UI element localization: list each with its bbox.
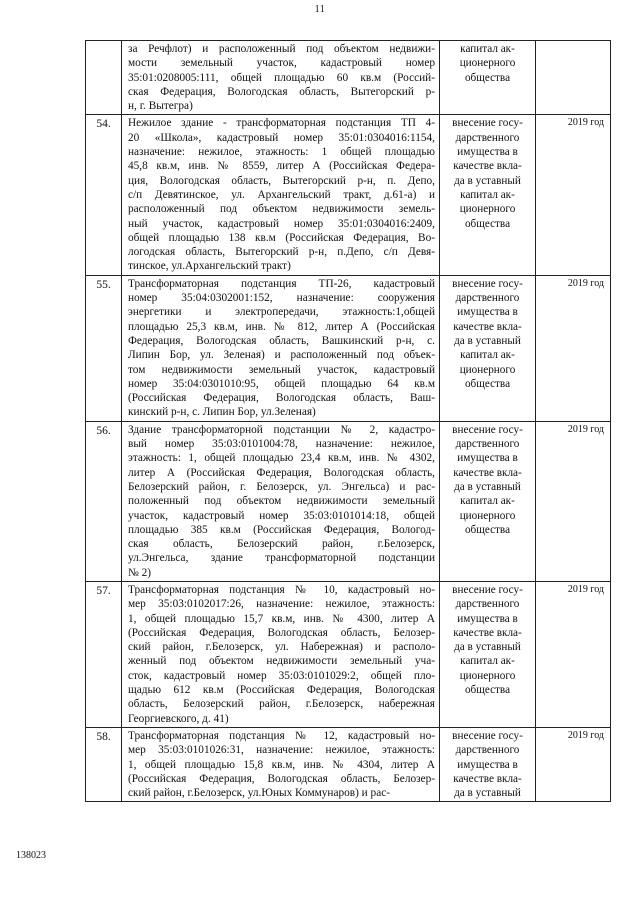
description-line: с/п Девятинское, ул. Архангельский тракт, д.61-а) и <box>128 188 435 201</box>
method-line: общества <box>464 684 511 697</box>
description-line: 1, общей площадью 15,8 кв.м, инв. № 4304, литер А <box>128 758 435 771</box>
privatization-year: 2019 год <box>536 421 611 581</box>
description-line: Трансформаторная подстанция № 12, кадастровый но- <box>128 729 435 742</box>
method-line: внесение госу- <box>452 277 523 290</box>
method-line: внесение госу- <box>452 729 523 742</box>
method-line: ционерного <box>459 363 516 376</box>
description-line: участок, кадастровый номер 35:03:0101014:18, общей <box>128 509 435 522</box>
description-line: ская Федерация, Вологодская область, Вытегорский р- <box>128 85 435 98</box>
method-line: дарственного <box>455 292 520 305</box>
privatization-year: 2019 год <box>536 115 611 275</box>
description-line: ская область, Белозерский район, г.Белозерск, <box>128 538 435 551</box>
description-line: этажность: 1, общей площадью 23,4 кв.м, инв. № 4302, <box>128 452 435 465</box>
method-line: дарственного <box>455 438 520 451</box>
privatization-method <box>440 421 536 581</box>
description-line: площадью 25,3 кв.м, инв. № 812, литер А (Российская <box>128 320 435 333</box>
method-line: общества <box>464 377 511 390</box>
method-line: да в уставный <box>454 787 521 800</box>
property-description <box>122 115 440 275</box>
method-line: общества <box>464 523 511 536</box>
method-line: имущества в <box>457 452 518 465</box>
description-line: область, Белозерский район, г.Белозерск, набережная <box>128 698 435 711</box>
row-number: 58. <box>86 727 122 801</box>
table-row <box>86 115 611 275</box>
description-line: общей площадью 138 кв.м (Российская Федерация, Во- <box>128 231 435 244</box>
method-line: капитал ак- <box>460 188 515 201</box>
description-line: ский район, г.Белозерск, ул. Набережная) и располо- <box>128 641 435 654</box>
description-line: женный под объектом недвижимости земельный уча- <box>128 655 435 668</box>
method-line: ционерного <box>459 669 516 682</box>
method-line: да в уставный <box>454 480 521 493</box>
method-line: общества <box>464 71 511 84</box>
privatization-method <box>440 581 536 727</box>
description-line: (Российская Федерация, Вологодская область, Белозер- <box>128 772 435 785</box>
table-row <box>86 421 611 581</box>
description-line: Федерация, Вологодская область, Вашкинский р-н, с. <box>128 334 435 347</box>
description-line: щадью 612 кв.м (Российская Федерация, Вологодская <box>128 684 435 697</box>
row-number: 54. <box>86 115 122 275</box>
description-line: ный участок, кадастровый номер 35:01:0304016:2409, <box>128 217 435 230</box>
method-line: качестве вкла- <box>453 160 522 173</box>
description-line: Георгиевского, д. 41) <box>128 712 229 725</box>
method-line: имущества в <box>457 306 518 319</box>
method-line: качестве вкла- <box>453 626 522 639</box>
description-line: логодская область, Вытегорский р-н, п.Депо, с/п Девя- <box>128 246 435 259</box>
description-line: Трансформаторная подстанция ТП-26, кадастровый <box>128 277 435 290</box>
method-line: дарственного <box>455 131 520 144</box>
method-line: ционерного <box>459 203 516 216</box>
description-line: н, г. Вытегра) <box>128 100 193 113</box>
description-line: назначение: нежилое, этажность: 1 общей площадью <box>128 146 435 159</box>
method-line: имущества в <box>457 612 518 625</box>
description-line: 20 «Школа», кадастровый номер 35:01:0304016:1154, <box>128 131 435 144</box>
description-line: номер 35:04:0301010:95, общей площадью 64 кв.м <box>128 377 435 390</box>
description-line: кинский р-н, с. Липин Бор, ул.Зеленая) <box>128 406 316 419</box>
description-line: мости земельный участок, кадастровый номер <box>128 57 435 70</box>
method-line: качестве вкла- <box>453 320 522 333</box>
description-line: 45,8 кв.м, инв. № 8559, литер А (Российская Федера- <box>128 160 435 173</box>
method-line: да в уставный <box>454 641 521 654</box>
description-line: за Речфлот) и расположенный под объектом недвижи- <box>128 43 435 55</box>
method-line: капитал ак- <box>460 43 515 55</box>
method-line: имущества в <box>457 758 518 771</box>
privatization-year: 2019 год <box>536 581 611 727</box>
description-line: (Российская Федерация, Вологодская область, Ваш- <box>128 392 435 405</box>
property-description <box>122 275 440 421</box>
description-line: положенный под объектом недвижимости земельный <box>128 495 435 508</box>
description-line: ул.Энгельса, здание трансформаторной подстанции <box>128 552 435 565</box>
method-line: ционерного <box>459 509 516 522</box>
method-line: внесение госу- <box>452 583 523 596</box>
description-line: (Российская Федерация, Вологодская область, Белозер- <box>128 626 435 639</box>
description-line: том недвижимости земельный участок, кадастровый <box>128 363 435 376</box>
description-line: номер 35:04:0302001:152, назначение: сооружения <box>128 292 435 305</box>
method-line: качестве вкла- <box>453 772 522 785</box>
description-line: энергетики и электропередачи, этажность:1,общей <box>128 306 435 319</box>
property-description <box>122 41 440 115</box>
description-line: Здание трансформаторной подстанции № 2, кадастро- <box>128 423 435 436</box>
method-line: имущества в <box>457 146 518 159</box>
privatization-year: 2019 год <box>536 275 611 421</box>
footer-document-code: 138023 <box>16 850 46 861</box>
row-number <box>86 41 122 115</box>
table-row <box>86 41 611 115</box>
method-line: дарственного <box>455 744 520 757</box>
description-line: мер 35:03:0102017:26, назначение: нежилое, этажность: <box>128 598 435 611</box>
description-line: Белозерский район, г. Белозерск, ул. Энгельса) и рас- <box>128 480 435 493</box>
description-line: ский район, г.Белозерск, ул.Юных Коммунаров) и рас- <box>128 787 390 800</box>
page-number: 11 <box>314 4 326 15</box>
description-line: расположенный под объектом недвижимости земель- <box>128 203 435 216</box>
description-line: вый номер 35:03:0101004:78, назначение: нежилое, <box>128 438 435 451</box>
privatization-year <box>536 41 611 115</box>
privatization-year: 2019 год <box>536 727 611 801</box>
description-line: тинское, ул.Архангельский тракт) <box>128 260 291 273</box>
method-line: общества <box>464 217 511 230</box>
row-number: 55. <box>86 275 122 421</box>
privatization-method <box>440 275 536 421</box>
method-line: да в уставный <box>454 174 521 187</box>
row-number: 56. <box>86 421 122 581</box>
method-line: качестве вкла- <box>453 466 522 479</box>
description-line: ция, Вологодская область, Вытегорский р-н, п. Депо, <box>128 174 435 187</box>
privatization-method <box>440 115 536 275</box>
table-row <box>86 275 611 421</box>
row-number: 57. <box>86 581 122 727</box>
privatization-method <box>440 727 536 801</box>
method-line: да в уставный <box>454 334 521 347</box>
property-description <box>122 421 440 581</box>
property-description <box>122 727 440 801</box>
method-line: внесение госу- <box>452 423 523 436</box>
property-table <box>85 40 611 802</box>
method-line: капитал ак- <box>460 349 515 362</box>
description-line: Нежилое здание - трансформаторная подстанция ТП 4- <box>128 117 435 130</box>
method-line: дарственного <box>455 598 520 611</box>
description-line: сток, кадастровый номер 35:03:0101029:2, общей пло- <box>128 669 435 682</box>
privatization-method <box>440 41 536 115</box>
description-line: площадью 385 кв.м (Российская Федерация, Вологод- <box>128 523 435 536</box>
method-line: внесение госу- <box>452 117 523 130</box>
property-description <box>122 581 440 727</box>
table-row <box>86 581 611 727</box>
method-line: ционерного <box>459 57 516 70</box>
method-line: капитал ак- <box>460 655 515 668</box>
description-line: Липин Бор, ул. Зеленая) и расположенный под объек- <box>128 349 435 362</box>
description-line: 35:01:0208005:111, общей площадью 60 кв.м (Россий- <box>128 71 435 84</box>
table-row <box>86 727 611 801</box>
description-line: № 2) <box>128 566 152 579</box>
method-line: капитал ак- <box>460 495 515 508</box>
description-line: 1, общей площадью 15,7 кв.м, инв. № 4300, литер А <box>128 612 435 625</box>
description-line: литер А (Российская Федерация, Вологодская область, <box>128 466 435 479</box>
description-line: мер 35:03:0101026:31, назначение: нежилое, этажность: <box>128 744 435 757</box>
description-line: Трансформаторная подстанция № 10, кадастровый но- <box>128 583 435 596</box>
